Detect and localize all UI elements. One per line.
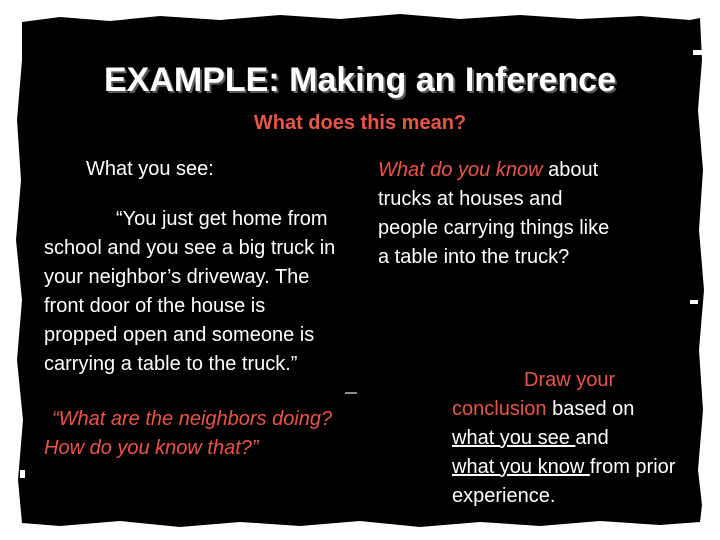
- conclusion-text: [452, 366, 682, 511]
- conclusion-word: conclusion: [452, 398, 547, 420]
- right-question-rest: about trucks at houses and people carrying things like a table into the truck?: [378, 159, 610, 268]
- page-title: EXAMPLE: Making an Inference: [104, 61, 616, 99]
- right-question-red: What do you know: [378, 159, 543, 181]
- conclusion-line1: Draw your: [524, 369, 616, 391]
- conclusion-know: what you know: [452, 456, 590, 478]
- conclusion-from: from prior experience.: [452, 456, 676, 507]
- conclusion-see: what you see: [452, 427, 576, 449]
- divider-dash: [345, 392, 357, 394]
- right-question: [378, 156, 618, 272]
- scenario-question: “What are the neighbors doing? How do you know that?”: [44, 408, 333, 459]
- scenario-quote: “You just get home from school and you see a big truck in your neighbor’s driveway. The front door of the house is propped open and someone is carrying a table to the truck.”: [44, 208, 336, 375]
- conclusion-and: and: [575, 427, 609, 449]
- conclusion-based-on: based on: [546, 398, 635, 420]
- slide-subtitle: What does this mean?: [253, 112, 467, 134]
- left-heading: What you see:: [86, 158, 214, 180]
